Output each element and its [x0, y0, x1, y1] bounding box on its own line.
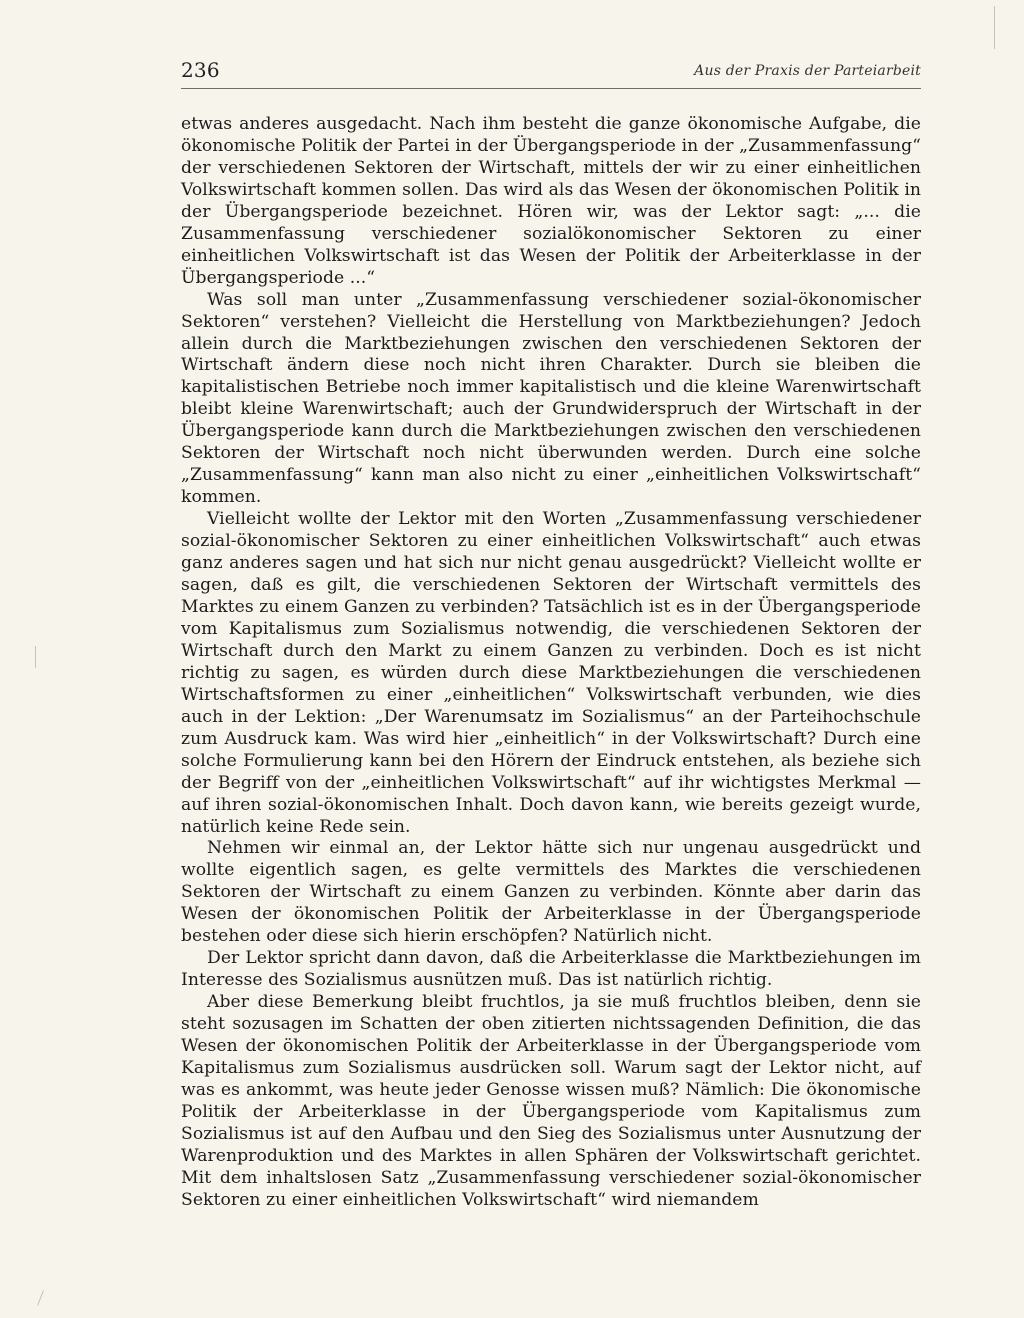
page-number: 236 — [181, 58, 220, 82]
paragraph-continuation: etwas anderes ausgedacht. Nach ihm besteht die ganze ökonomische Aufgabe, die ökonomische Politik der Partei in der Übergangsperiode in der „Zusammenfassung“ der verschiedenen Sektoren der Wirtschaft, mittels der wir zu einer einheitlichen Volkswirtschaft kommen sollen. Das wird als das Wesen der ökonomischen Politik in der Übergangsperiode bezeichnet. Hören wir, was der Lektor sagt: „... die Zusammenfassung verschiedener sozialökonomischer Sektoren zu einer einheitlichen Volkswirtschaft ist das Wesen der Politik der Arbeiterklasse in der Übergangsperiode ...“ — [181, 114, 921, 288]
article-body — [181, 114, 921, 1212]
running-title: Aus der Praxis der Parteiarbeit — [694, 63, 921, 79]
paragraph: Vielleicht wollte der Lektor mit den Worten „Zusammenfassung verschiedener sozial-ökonomischer Sektoren zu einer einheitlichen Volkswirtschaft“ auch etwas ganz anderes sagen und hat sich nur nicht genau ausgedrückt? Vielleicht wollte er sagen, daß es gilt, die verschiedenen Sektoren der Wirtschaft vermittels des Marktes zu einem Ganzen zu verbinden? Tatsächlich ist es in der Übergangsperiode vom Kapitalismus zum Sozialismus notwendig, die verschiedenen Sektoren der Wirtschaft durch den Markt zu einem Ganzen zu verbinden. Doch es ist nicht richtig zu sagen, es würden durch diese Marktbeziehungen die verschiedenen Wirtschaftsformen zu einer „einheitlichen“ Volkswirtschaft verbunden, wie dies auch in der Lektion: „Der Warenumsatz im Sozialismus“ an der Parteihochschule zum Ausdruck kam. Was wird hier „einheitlich“ in der Volkswirtschaft? Durch eine solche Formulierung kann bei den Hörern der Eindruck entstehen, als beziehe sich der Begriff von der „einheitlichen Volkswirtschaft“ auf ihr wichtigstes Merkmal — auf ihren sozial-ökonomischen Inhalt. Doch davon kann, wie bereits gezeigt wurde, natürlich keine Rede sein. — [181, 509, 921, 837]
paragraph: Aber diese Bemerkung bleibt fruchtlos, ja sie muß fruchtlos bleiben, denn sie steht sozusagen im Schatten der oben zitierten nichtssagenden Definition, die das Wesen der ökonomischen Politik der Arbeiterklasse in der Übergangsperiode vom Kapitalismus zum Sozialismus ausdrücken soll. Warum sagt der Lektor nicht, auf was es ankommt, was heute jeder Genosse wissen muß? Nämlich: Die ökonomische Politik der Arbeiterklasse in der Übergangsperiode vom Kapitalismus zum Sozialismus ist auf den Aufbau und den Sieg des Sozialismus unter Ausnutzung der Warenproduktion und des Marktes in allen Sphären der Volkswirtschaft gerichtet. Mit dem inhaltslosen Satz „Zusammenfassung verschiedener sozial-ökonomischer Sektoren zu einer einheitlichen Volkswirtschaft“ wird niemandem — [181, 992, 921, 1210]
paragraph: Nehmen wir einmal an, der Lektor hätte sich nur ungenau ausgedrückt und wollte eigentlich sagen, es gelte vermittels des Marktes die verschiedenen Sektoren der Wirtschaft zu einem Ganzen zu verbinden. Könnte aber darin das Wesen der ökonomischen Politik der Arbeiterklasse in der Übergangsperiode bestehen oder diese sich hierin erschöpfen? Natürlich nicht. — [181, 838, 921, 947]
page-header — [181, 58, 921, 89]
scan-mark — [994, 6, 995, 49]
scan-mark — [35, 646, 36, 668]
paragraph: Der Lektor spricht dann davon, daß die Arbeiterklasse die Marktbeziehungen im Interesse des Sozialismus ausnützen muß. Das ist natürlich richtig. — [181, 948, 921, 991]
paragraph: Was soll man unter „Zusammenfassung verschiedener sozial-ökonomischer Sektoren“ verstehen? Vielleicht die Herstellung von Marktbeziehungen? Jedoch allein durch die Marktbeziehungen zwischen den verschiedenen Sektoren der Wirtschaft ändern diese noch nicht ihren Charakter. Durch sie bleiben die kapitalistischen Betriebe noch immer kapitalistisch und die kleine Warenwirtschaft bleibt kleine Warenwirtschaft; auch der Grundwiderspruch der Wirtschaft in der Übergangsperiode kann durch die Marktbeziehungen zwischen den verschiedenen Sektoren der Wirtschaft noch nicht überwunden werden. Durch eine solche „Zusammenfassung“ kann man also nicht zu einer „einheitlichen Volkswirtschaft“ kommen. — [181, 289, 921, 508]
scan-mark — [37, 1290, 44, 1305]
